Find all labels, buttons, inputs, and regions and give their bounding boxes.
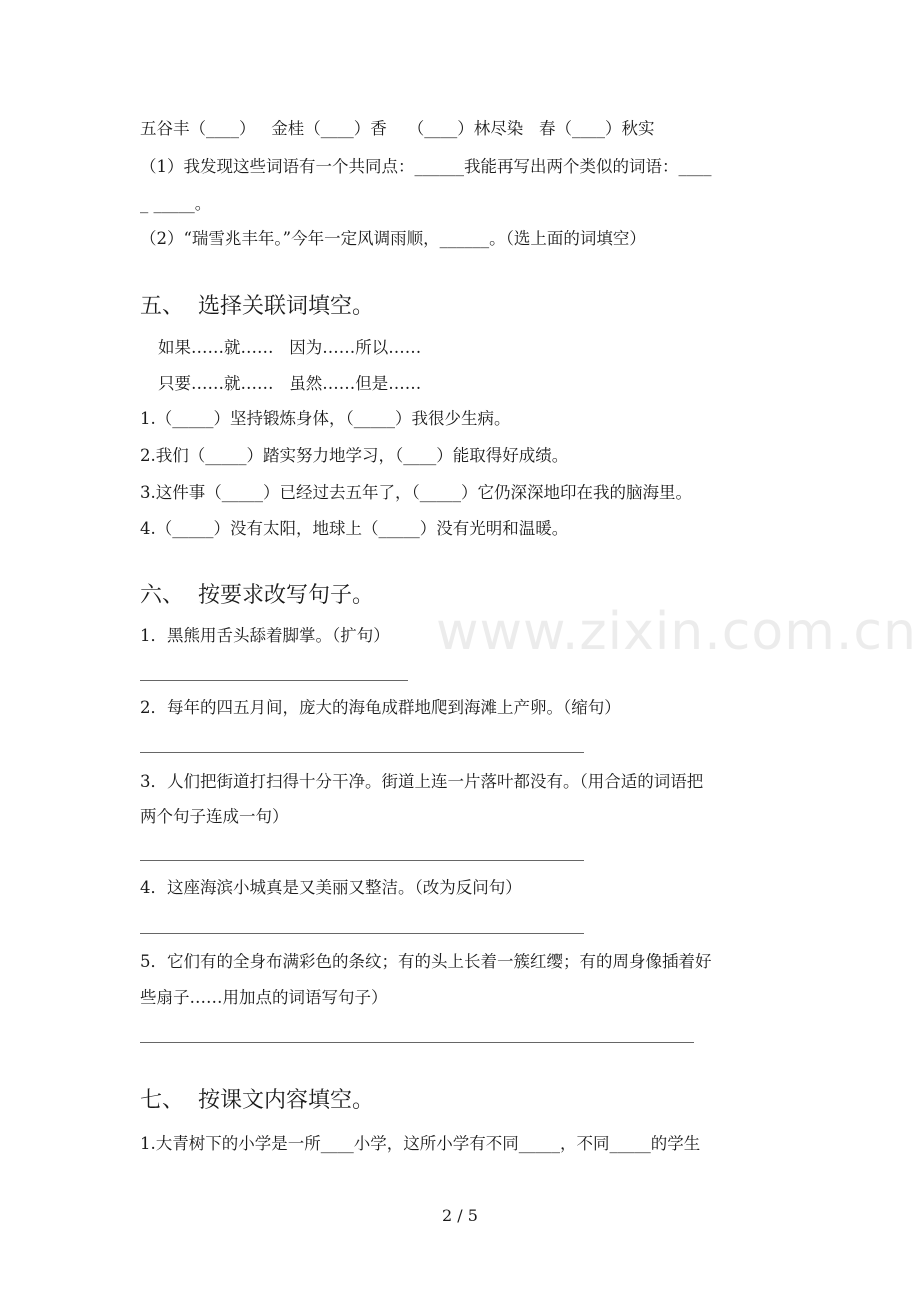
section-5-item-3: 3.这件事（_____）已经过去五年了，（_____）它仍深深地印在我的脑海里。 bbox=[140, 483, 692, 502]
section-7-item-1: 1.大青树下的小学是一所____小学，这所小学有不同_____，不同_____的学生 bbox=[140, 1134, 701, 1153]
answer-line-5[interactable] bbox=[140, 1042, 694, 1043]
section-5-item-2: 2.我们（_____）踏实努力地学习，（____）能取得好成绩。 bbox=[140, 446, 569, 465]
section-6-item-3-line-1: 3．人们把街道打扫得十分干净。街道上连一片落叶都没有。（用合适的词语把 bbox=[140, 772, 704, 791]
answer-line-1[interactable] bbox=[140, 680, 408, 681]
page-number: 2 / 5 bbox=[442, 1206, 478, 1225]
section-5-title: 五、 选择关联词填空。 bbox=[140, 294, 374, 319]
question-1-line-1: （1）我发现这些词语有一个共同点：______我能再写出两个类似的词语：____ bbox=[140, 157, 712, 176]
section-6-item-5-line-1: 5．它们有的全身布满彩色的条纹；有的头上长着一簇红缨；有的周身像插着好 bbox=[140, 952, 712, 971]
section-6-item-1: 1．黑熊用舌头舔着脚掌。（扩句） bbox=[140, 626, 390, 645]
section-6-item-2: 2．每年的四五月间，庞大的海龟成群地爬到海滩上产卵。（缩句） bbox=[140, 698, 621, 717]
conjunction-options-2: 只要……就…… 虽然……但是…… bbox=[158, 374, 422, 393]
idioms-line: 五谷丰（____） 金桂（____）香 （____）林尽染 春（____）秋实 bbox=[140, 119, 655, 138]
section-5-item-4: 4.（_____）没有太阳，地球上（_____）没有光明和温暖。 bbox=[140, 519, 569, 538]
answer-line-4[interactable] bbox=[140, 933, 584, 934]
answer-line-3[interactable] bbox=[140, 860, 584, 861]
section-7-title: 七、 按课文内容填空。 bbox=[140, 1088, 374, 1113]
conjunction-options-1: 如果……就…… 因为……所以…… bbox=[158, 338, 422, 357]
section-6-item-4: 4．这座海滨小城真是又美丽又整洁。（改为反问句） bbox=[140, 878, 522, 897]
question-2: （2）“瑞雪兆丰年。”今年一定风调雨顺，______。（选上面的词填空） bbox=[140, 229, 646, 248]
answer-line-2[interactable] bbox=[140, 752, 584, 753]
question-1-line-2: _ _____。 bbox=[140, 194, 212, 213]
section-6-item-5-line-2: 些扇子……用加点的词语写句子） bbox=[140, 988, 388, 1007]
watermark: www.zixin.com.cn bbox=[436, 602, 917, 662]
section-5-item-1: 1.（_____）坚持锻炼身体，（_____）我很少生病。 bbox=[140, 409, 511, 428]
section-6-title: 六、 按要求改写句子。 bbox=[140, 583, 374, 608]
section-6-item-3-line-2: 两个句子连成一句） bbox=[140, 807, 289, 826]
